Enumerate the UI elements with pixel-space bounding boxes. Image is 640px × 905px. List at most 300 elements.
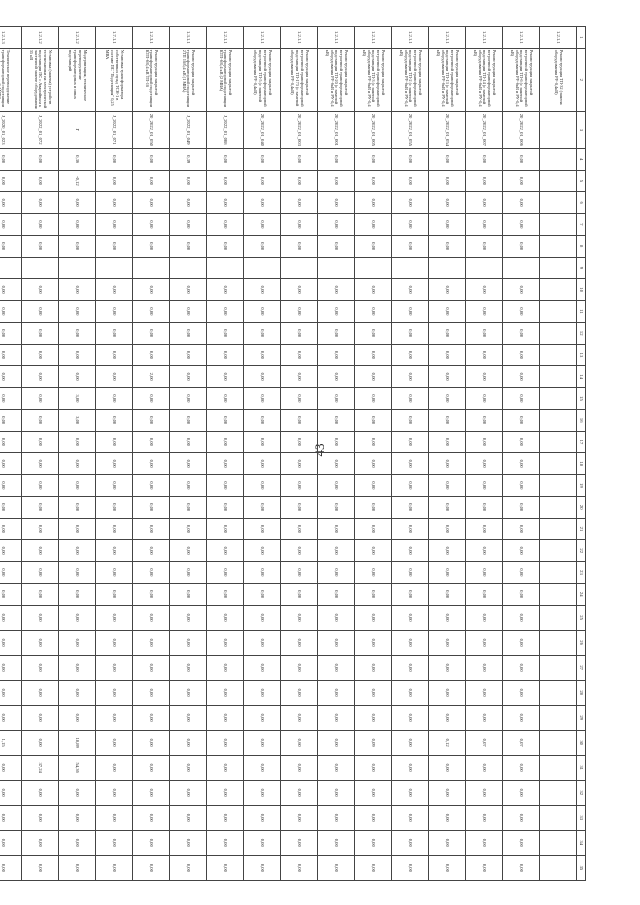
- value-cell: 0,00: [0, 562, 22, 584]
- value-cell: 0,00: [503, 583, 540, 605]
- value-cell: 0,00: [170, 366, 207, 388]
- row-index-cell: 1.2.1.1: [466, 27, 503, 49]
- value-cell: 0,00: [392, 855, 429, 880]
- value-cell: 0,00: [244, 148, 281, 170]
- row-name-cell: Реконструкция закрытой встроенной трансформаторной подстанции ТП-3 (с заменой оборудования РУ-6кВ и РУ-0,4 кВ): [355, 48, 392, 111]
- value-cell: 0,00: [318, 830, 355, 855]
- value-cell: 0,00: [133, 496, 170, 518]
- value-cell: 0,00: [244, 279, 281, 301]
- column-header: 5: [577, 170, 586, 192]
- value-cell: 0,00: [318, 780, 355, 805]
- value-cell: 0,00: [281, 780, 318, 805]
- value-cell: 0,00: [22, 730, 59, 755]
- value-cell: 0,00: [244, 301, 281, 323]
- value-cell: 0,00: [281, 805, 318, 830]
- value-cell: 0,00: [466, 680, 503, 705]
- value-cell: 0,00: [22, 431, 59, 453]
- value-cell: 37,24: [22, 755, 59, 780]
- value-cell: 0,00: [207, 192, 244, 214]
- column-header: 3: [577, 111, 586, 148]
- row-name-cell: Реконструкция закрытой встроенной трансформаторной подстанции ТП-20 (с заменой оборудования РУ-6кВ и РУ-0,4 кВ): [318, 48, 355, 111]
- column-header: 13: [577, 344, 586, 366]
- value-cell: 0,00: [429, 655, 466, 680]
- column-header: 33: [577, 805, 586, 830]
- value-cell: 0,00: [22, 301, 59, 323]
- value-cell: 0,00: [281, 605, 318, 630]
- value-cell: 0,00: [392, 344, 429, 366]
- value-cell: 0,00: [59, 630, 96, 655]
- value-cell: 0,00: [503, 705, 540, 730]
- value-cell: 0,00: [133, 605, 170, 630]
- value-cell: 2,00: [133, 366, 170, 388]
- value-cell: 0,00: [170, 235, 207, 257]
- value-cell: 0,00: [22, 562, 59, 584]
- value-cell: 0,00: [96, 655, 133, 680]
- value-cell: 0,00: [22, 805, 59, 830]
- value-cell: 0,00: [133, 830, 170, 855]
- value-cell: 0,00: [133, 755, 170, 780]
- row-code-cell: J_2020_01_023: [0, 111, 22, 148]
- value-cell: 0,00: [392, 705, 429, 730]
- value-cell: [59, 257, 96, 279]
- value-cell: 0,00: [0, 805, 22, 830]
- value-cell: 0,12: [429, 730, 466, 755]
- value-cell: 0,00: [503, 605, 540, 630]
- value-cell: 0,00: [503, 344, 540, 366]
- row-index-cell: 1.2.1.1: [355, 27, 392, 49]
- header-row: [577, 27, 586, 881]
- value-cell: 0,00: [207, 344, 244, 366]
- value-cell: 0,00: [22, 453, 59, 475]
- value-cell: 0,00: [281, 540, 318, 562]
- value-cell: 0,00: [244, 518, 281, 540]
- value-cell: 0,00: [170, 780, 207, 805]
- value-cell: 0,00: [466, 344, 503, 366]
- value-cell: 0,00: [466, 780, 503, 805]
- value-cell: [540, 680, 577, 705]
- value-cell: [540, 730, 577, 755]
- value-cell: 0,00: [392, 680, 429, 705]
- column-header: 26: [577, 630, 586, 655]
- value-cell: [540, 322, 577, 344]
- value-cell: 0,00: [429, 366, 466, 388]
- value-cell: [540, 475, 577, 497]
- value-cell: 0,00: [503, 830, 540, 855]
- value-cell: 0,00: [207, 170, 244, 192]
- value-cell: 0,00: [59, 322, 96, 344]
- value-cell: 0,00: [355, 540, 392, 562]
- value-cell: [244, 257, 281, 279]
- value-cell: 0,00: [355, 805, 392, 830]
- value-cell: 0,00: [133, 301, 170, 323]
- value-cell: 0,00: [466, 540, 503, 562]
- column-header: 23: [577, 562, 586, 584]
- value-cell: 0,00: [244, 805, 281, 830]
- column-header: 28: [577, 680, 586, 705]
- value-cell: 0,00: [466, 409, 503, 431]
- value-cell: [207, 257, 244, 279]
- value-cell: 0,00: [207, 431, 244, 453]
- value-cell: 0,00: [96, 192, 133, 214]
- value-cell: 0,00: [392, 780, 429, 805]
- value-cell: 0,00: [429, 170, 466, 192]
- value-cell: 0,00: [170, 562, 207, 584]
- value-cell: 0,00: [133, 630, 170, 655]
- value-cell: 0,00: [133, 214, 170, 236]
- value-cell: 0,00: [207, 830, 244, 855]
- column-header: 35: [577, 855, 586, 880]
- value-cell: [170, 257, 207, 279]
- value-cell: 0,00: [59, 805, 96, 830]
- value-cell: 0,00: [207, 214, 244, 236]
- value-cell: [540, 409, 577, 431]
- value-cell: 0,00: [207, 148, 244, 170]
- value-cell: 0,00: [59, 214, 96, 236]
- value-cell: 0,00: [22, 366, 59, 388]
- row-name-cell: Установка (замена) устройств телемеханики на электрической подстанции ПС с Аварийным к частичной замене оборудования 35 кВ: [22, 48, 59, 111]
- value-cell: 0,00: [355, 322, 392, 344]
- row-index-cell: 1.2.1.1: [503, 27, 540, 49]
- value-cell: 0,00: [355, 583, 392, 605]
- value-cell: 0,00: [281, 214, 318, 236]
- value-cell: 0,00: [355, 301, 392, 323]
- row-name-cell: Реконструкция закрытой трансформаторной подстанции 2ТП 10/0,4 кВ (1 МВА): [170, 48, 207, 111]
- table-row: [355, 27, 392, 881]
- value-cell: [466, 257, 503, 279]
- value-cell: 0,00: [96, 680, 133, 705]
- value-cell: 0,00: [170, 322, 207, 344]
- value-cell: 0,00: [133, 192, 170, 214]
- table-row: [281, 27, 318, 881]
- value-cell: 0,00: [22, 605, 59, 630]
- row-code-cell: J_2022_01_071: [96, 111, 133, 148]
- value-cell: 0,00: [466, 630, 503, 655]
- table-row: [392, 27, 429, 881]
- value-cell: 0,00: [244, 431, 281, 453]
- value-cell: 1,15: [0, 730, 22, 755]
- value-cell: 0,00: [22, 780, 59, 805]
- value-cell: 0,00: [503, 805, 540, 830]
- value-cell: 0,00: [133, 453, 170, 475]
- value-cell: 0,00: [429, 148, 466, 170]
- value-cell: 0,00: [207, 705, 244, 730]
- row-code-cell: 20_2022_01_005: [355, 111, 392, 148]
- value-cell: 0,00: [0, 655, 22, 680]
- row-index-cell: 1.2.3.1: [133, 27, 170, 49]
- value-cell: 0,00: [281, 630, 318, 655]
- value-cell: 0,00: [466, 475, 503, 497]
- row-code-cell: 20_2022_01_055: [392, 111, 429, 148]
- column-header: 8: [577, 235, 586, 257]
- value-cell: [540, 780, 577, 805]
- value-cell: [540, 518, 577, 540]
- value-cell: 0,00: [207, 780, 244, 805]
- value-cell: [503, 257, 540, 279]
- value-cell: 0,00: [392, 235, 429, 257]
- value-cell: 0,00: [22, 540, 59, 562]
- value-cell: 0,00: [96, 805, 133, 830]
- value-cell: 0,00: [96, 453, 133, 475]
- value-cell: 0,00: [392, 453, 429, 475]
- value-cell: 0,00: [59, 855, 96, 880]
- value-cell: 0,00: [355, 214, 392, 236]
- value-cell: 0,00: [59, 344, 96, 366]
- value-cell: 0,00: [59, 475, 96, 497]
- value-cell: 0,00: [392, 366, 429, 388]
- value-cell: 0,00: [244, 344, 281, 366]
- value-cell: 0,00: [281, 388, 318, 410]
- row-code-cell: 20_2022_01_001: [318, 111, 355, 148]
- value-cell: 0,00: [22, 279, 59, 301]
- value-cell: 0,00: [355, 431, 392, 453]
- value-cell: 0,00: [392, 409, 429, 431]
- row-name-cell: Реконструкция закрытой трансформаторной подстанции КТП-6/0,4 кВ (2 МВА): [207, 48, 244, 111]
- value-cell: 0,00: [170, 855, 207, 880]
- value-cell: 0,00: [0, 322, 22, 344]
- value-cell: 0,00: [355, 475, 392, 497]
- value-cell: 0,00: [22, 583, 59, 605]
- value-cell: 0,00: [133, 388, 170, 410]
- row-name-cell: Реконструкция закрытой встроенной трансформаторной подстанции ТП-6 (с заменой оборудования РУ-6кВ и РУ-0,4 кВ): [503, 48, 540, 111]
- row-index-cell: 1.2.1.1: [207, 27, 244, 49]
- value-cell: 0,00: [503, 562, 540, 584]
- value-cell: 0,00: [96, 630, 133, 655]
- value-cell: 0,00: [281, 322, 318, 344]
- row-name-cell: Реконструкция закрытой встроенной трансформаторной подстанции ТП-5 (с заменой оборудования РУ-0,4кВ): [244, 48, 281, 111]
- value-cell: 0,00: [133, 730, 170, 755]
- value-cell: 0,00: [0, 780, 22, 805]
- value-cell: 0,00: [429, 431, 466, 453]
- value-cell: 0,00: [318, 475, 355, 497]
- value-cell: 0,00: [355, 780, 392, 805]
- value-cell: 0,00: [207, 279, 244, 301]
- value-cell: 0,00: [466, 518, 503, 540]
- value-cell: 0,00: [244, 583, 281, 605]
- value-cell: 0,00: [355, 344, 392, 366]
- column-header: 9: [577, 257, 586, 279]
- value-cell: 0,00: [59, 301, 96, 323]
- value-cell: [540, 630, 577, 655]
- value-cell: 0,00: [355, 279, 392, 301]
- value-cell: 0,00: [318, 235, 355, 257]
- value-cell: [540, 855, 577, 880]
- value-cell: 0,00: [96, 475, 133, 497]
- value-cell: [540, 170, 577, 192]
- value-cell: 0,00: [429, 780, 466, 805]
- value-cell: 0,00: [133, 680, 170, 705]
- value-cell: 0,00: [59, 680, 96, 705]
- value-cell: 0,00: [207, 496, 244, 518]
- row-name-cell: Реконструкция закрытой встроенной трансформаторной подстанции ТП-173 (с заменой оборудования РУ-0,4кВ): [281, 48, 318, 111]
- value-cell: 0,00: [170, 583, 207, 605]
- value-cell: [540, 431, 577, 453]
- value-cell: 0,00: [429, 855, 466, 880]
- value-cell: 0,00: [318, 192, 355, 214]
- table-row: [540, 27, 577, 881]
- value-cell: 0,00: [22, 630, 59, 655]
- value-cell: 0,00: [59, 605, 96, 630]
- value-cell: 0,00: [59, 518, 96, 540]
- value-cell: 0,00: [96, 409, 133, 431]
- data-table: [0, 26, 586, 881]
- value-cell: 0,00: [133, 705, 170, 730]
- value-cell: 0,00: [22, 830, 59, 855]
- value-cell: 0,00: [503, 630, 540, 655]
- value-cell: 0,00: [355, 235, 392, 257]
- row-code-cell: J_2022_01_049: [170, 111, 207, 148]
- value-cell: 0,00: [59, 655, 96, 680]
- value-cell: 0,00: [207, 366, 244, 388]
- value-cell: 0,00: [318, 409, 355, 431]
- value-cell: 0,00: [281, 475, 318, 497]
- value-cell: 0,00: [96, 388, 133, 410]
- value-cell: 0,00: [207, 655, 244, 680]
- value-cell: 0,00: [244, 540, 281, 562]
- value-cell: 0,00: [281, 755, 318, 780]
- value-cell: [540, 496, 577, 518]
- value-cell: 0,00: [429, 755, 466, 780]
- value-cell: 0,00: [392, 148, 429, 170]
- value-cell: 0,00: [355, 388, 392, 410]
- value-cell: 0,00: [0, 366, 22, 388]
- value-cell: 0,00: [59, 562, 96, 584]
- value-cell: 0,00: [133, 475, 170, 497]
- table-row: [22, 27, 59, 881]
- value-cell: 0,00: [355, 705, 392, 730]
- row-code-cell: 20_2022_01_050: [133, 111, 170, 148]
- value-cell: 0,00: [281, 344, 318, 366]
- value-cell: 0,00: [22, 680, 59, 705]
- value-cell: 0,00: [207, 518, 244, 540]
- value-cell: 0,00: [392, 192, 429, 214]
- value-cell: 0,00: [96, 496, 133, 518]
- value-cell: [540, 301, 577, 323]
- value-cell: 0,00: [244, 705, 281, 730]
- value-cell: 0,00: [281, 279, 318, 301]
- value-cell: [540, 279, 577, 301]
- value-cell: 0,00: [355, 655, 392, 680]
- value-cell: 0,00: [244, 409, 281, 431]
- value-cell: 0,00: [244, 630, 281, 655]
- value-cell: [0, 257, 22, 279]
- value-cell: 0,00: [244, 235, 281, 257]
- table-row: [170, 27, 207, 881]
- value-cell: 0,00: [170, 605, 207, 630]
- value-cell: 0,00: [96, 235, 133, 257]
- value-cell: 0,00: [466, 453, 503, 475]
- value-cell: 0,00: [503, 780, 540, 805]
- value-cell: 0,00: [503, 540, 540, 562]
- value-cell: 0,00: [429, 680, 466, 705]
- value-cell: 0,00: [281, 431, 318, 453]
- value-cell: 0,00: [318, 388, 355, 410]
- value-cell: 0,00: [96, 518, 133, 540]
- value-cell: 0,00: [318, 170, 355, 192]
- value-cell: 0,00: [0, 192, 22, 214]
- value-cell: 0,00: [0, 344, 22, 366]
- value-cell: 0,00: [96, 540, 133, 562]
- column-header: 11: [577, 301, 586, 323]
- value-cell: 0,00: [429, 322, 466, 344]
- value-cell: 0,00: [429, 475, 466, 497]
- value-cell: 0,00: [244, 562, 281, 584]
- value-cell: 0,00: [466, 583, 503, 605]
- column-header: 4: [577, 148, 586, 170]
- value-cell: 0,00: [22, 214, 59, 236]
- value-cell: 0,00: [466, 562, 503, 584]
- value-cell: 0,00: [244, 366, 281, 388]
- value-cell: 0,09: [355, 730, 392, 755]
- value-cell: 0,00: [318, 518, 355, 540]
- value-cell: 0,00: [503, 496, 540, 518]
- value-cell: 0,00: [96, 322, 133, 344]
- value-cell: 0,00: [318, 805, 355, 830]
- value-cell: 0,00: [318, 214, 355, 236]
- value-cell: 0,00: [22, 322, 59, 344]
- value-cell: 0,00: [429, 540, 466, 562]
- value-cell: 0,00: [503, 475, 540, 497]
- value-cell: 0,00: [0, 630, 22, 655]
- value-cell: 0,00: [244, 388, 281, 410]
- column-header: 19: [577, 475, 586, 497]
- value-cell: 0,00: [244, 192, 281, 214]
- value-cell: 0,00: [170, 655, 207, 680]
- value-cell: 0,00: [170, 475, 207, 497]
- value-cell: 0,00: [429, 830, 466, 855]
- value-cell: 0,00: [355, 453, 392, 475]
- value-cell: 0,00: [503, 301, 540, 323]
- value-cell: 0,00: [503, 388, 540, 410]
- row-name-cell: Реконструкция закрытой трансформаторной подстанции КТП-6/0,4 кВ ТП-10: [133, 48, 170, 111]
- column-header: 21: [577, 518, 586, 540]
- value-cell: 0,00: [503, 322, 540, 344]
- value-cell: 0,00: [133, 583, 170, 605]
- value-cell: 0,00: [0, 388, 22, 410]
- value-cell: 0,00: [429, 279, 466, 301]
- value-cell: 0,00: [207, 409, 244, 431]
- value-cell: 0,00: [0, 301, 22, 323]
- value-cell: [281, 257, 318, 279]
- value-cell: 0,00: [207, 680, 244, 705]
- value-cell: 3,00: [59, 409, 96, 431]
- value-cell: [22, 257, 59, 279]
- value-cell: 0,00: [466, 366, 503, 388]
- row-index-cell: 1.2.1.1: [540, 27, 577, 49]
- value-cell: 0,00: [466, 705, 503, 730]
- value-cell: 0,00: [318, 655, 355, 680]
- value-cell: 0,00: [133, 780, 170, 805]
- value-cell: 0,00: [133, 431, 170, 453]
- column-header: 2: [577, 48, 586, 111]
- value-cell: 0,00: [0, 279, 22, 301]
- value-cell: [96, 257, 133, 279]
- value-cell: 0,00: [96, 583, 133, 605]
- value-cell: 0,00: [0, 475, 22, 497]
- value-cell: 0,00: [133, 235, 170, 257]
- value-cell: 0,00: [429, 705, 466, 730]
- value-cell: 0,00: [244, 453, 281, 475]
- value-cell: 0,00: [392, 388, 429, 410]
- value-cell: 0,00: [170, 192, 207, 214]
- value-cell: 0,00: [503, 518, 540, 540]
- value-cell: 0,00: [392, 496, 429, 518]
- value-cell: 0,00: [281, 855, 318, 880]
- value-cell: 0,00: [133, 518, 170, 540]
- value-cell: 0,00: [429, 388, 466, 410]
- value-cell: 0,00: [429, 301, 466, 323]
- value-cell: 0,00: [22, 409, 59, 431]
- value-cell: 0,00: [355, 630, 392, 655]
